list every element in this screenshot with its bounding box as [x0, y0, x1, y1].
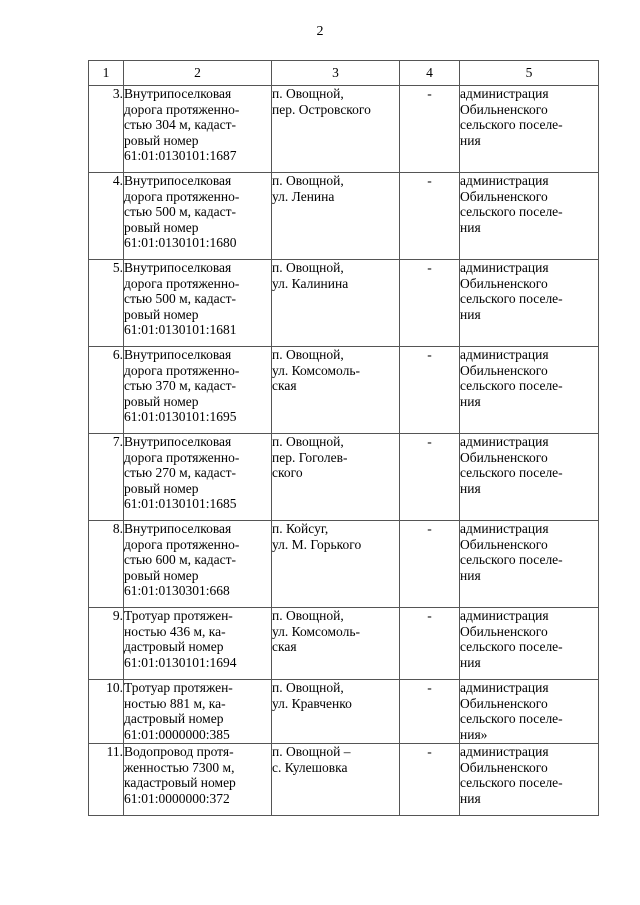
table-row: [89, 744, 599, 816]
object-address-line: п. Овощной,: [272, 680, 344, 695]
object-description-line: Тротуар протяжен-: [124, 680, 233, 695]
object-address-line: ул. Комсомоль-: [272, 362, 361, 378]
column-4-value: -: [400, 347, 460, 434]
object-description-line: дастровый номер: [124, 711, 224, 727]
object-description-line: 61:01:0130301:668: [124, 583, 230, 599]
object-description-line: стью 500 м, кадаст-: [124, 291, 237, 307]
object-description-line: ностью 436 м, ка-: [124, 623, 226, 639]
column-4-value: -: [400, 608, 460, 680]
table-row: [89, 434, 599, 521]
object-description-line: ровый номер: [124, 567, 199, 583]
object-description-line: Внутрипоселковая: [124, 434, 232, 449]
header-col-3: 3: [272, 61, 400, 86]
object-description-line: дорога протяженно-: [124, 536, 240, 552]
object-description-line: стью 600 м, кадаст-: [124, 552, 237, 568]
holder-organization: [460, 680, 599, 744]
holder-organization-line: сельского поселе-: [460, 775, 563, 791]
object-address-line: ул. Ленина: [272, 188, 335, 204]
object-description-line: Внутрипоселковая: [124, 347, 232, 362]
object-description-line: 61:01:0130101:1685: [124, 496, 237, 512]
object-address: [272, 744, 400, 816]
column-4-value: -: [400, 744, 460, 816]
holder-organization-line: администрация: [460, 608, 549, 623]
object-address: [272, 86, 400, 173]
header-col-4: 4: [400, 61, 460, 86]
object-address-line: пер. Гоголев-: [272, 449, 348, 465]
holder-organization-line: Обильненского: [460, 101, 548, 117]
object-description-line: ровый номер: [124, 132, 199, 148]
object-description-line: Внутрипоселковая: [124, 173, 232, 188]
holder-organization-line: ния: [460, 393, 481, 409]
holder-organization-line: сельского поселе-: [460, 117, 563, 133]
object-address: [272, 521, 400, 608]
holder-organization-line: ния»: [460, 726, 488, 742]
object-description-line: 61:01:0130101:1687: [124, 148, 237, 164]
object-description: [124, 434, 272, 521]
holder-organization: [460, 173, 599, 260]
table-header-row: [89, 61, 599, 86]
object-description-line: Тротуар протяжен-: [124, 608, 233, 623]
holder-organization-line: администрация: [460, 173, 549, 188]
object-description: [124, 521, 272, 608]
object-address-line: п. Койсуг,: [272, 521, 329, 536]
row-number: 6.: [89, 347, 124, 434]
holder-organization-line: администрация: [460, 434, 549, 449]
object-description-line: стью 304 м, кадаст-: [124, 117, 237, 133]
object-description-line: дорога протяженно-: [124, 188, 240, 204]
object-description-line: ровый номер: [124, 306, 199, 322]
object-description-line: 61:01:0130101:1695: [124, 409, 237, 425]
holder-organization-line: сельского поселе-: [460, 639, 563, 655]
table-row: [89, 608, 599, 680]
row-number: 10.: [89, 680, 124, 744]
object-description-line: 61:01:0130101:1681: [124, 322, 237, 338]
object-description-line: ровый номер: [124, 219, 199, 235]
holder-organization-line: сельского поселе-: [460, 711, 563, 727]
holder-organization-line: сельского поселе-: [460, 552, 563, 568]
object-address-line: п. Овощной,: [272, 347, 344, 362]
page-number: 2: [316, 24, 324, 39]
object-description-line: стью 370 м, кадаст-: [124, 378, 237, 394]
object-address: [272, 347, 400, 434]
holder-organization-line: сельского поселе-: [460, 291, 563, 307]
object-description: [124, 86, 272, 173]
object-address: [272, 173, 400, 260]
object-description-line: кадастровый номер: [124, 775, 236, 791]
holder-organization-line: Обильненского: [460, 362, 548, 378]
table-row: [89, 86, 599, 173]
table-row: [89, 173, 599, 260]
object-description-line: дорога протяженно-: [124, 275, 240, 291]
column-4-value: -: [400, 434, 460, 521]
holder-organization-line: ния: [460, 219, 481, 235]
row-number: 7.: [89, 434, 124, 521]
object-address-line: ул. Кравченко: [272, 695, 352, 711]
object-description-line: дастровый номер: [124, 639, 224, 655]
holder-organization-line: ния: [460, 306, 481, 322]
object-description-line: 61:01:0000000:385: [124, 726, 230, 742]
object-description: [124, 680, 272, 744]
object-description-line: дорога протяженно-: [124, 101, 240, 117]
holder-organization-line: ния: [460, 567, 481, 583]
object-description-line: женностью 7300 м,: [124, 759, 235, 775]
object-address-line: ул. Калинина: [272, 275, 349, 291]
holder-organization-line: ния: [460, 790, 481, 806]
holder-organization-line: администрация: [460, 86, 549, 101]
header-col-5: 5: [460, 61, 599, 86]
header-col-2: 2: [124, 61, 272, 86]
object-description-line: дорога протяженно-: [124, 449, 240, 465]
object-description: [124, 260, 272, 347]
object-description-line: стью 270 м, кадаст-: [124, 465, 237, 481]
holder-organization: [460, 521, 599, 608]
object-description: [124, 347, 272, 434]
object-address-line: п. Овощной,: [272, 434, 344, 449]
table-row: [89, 260, 599, 347]
holder-organization-line: сельского поселе-: [460, 378, 563, 394]
object-address: [272, 260, 400, 347]
object-description-line: Внутрипоселковая: [124, 86, 232, 101]
header-col-1: 1: [89, 61, 124, 86]
property-table: [88, 60, 599, 816]
object-description: [124, 173, 272, 260]
row-number: 5.: [89, 260, 124, 347]
table-body: [89, 86, 599, 816]
holder-organization-line: ния: [460, 654, 481, 670]
object-address-line: ского: [272, 465, 303, 481]
object-description-line: ровый номер: [124, 393, 199, 409]
holder-organization-line: администрация: [460, 521, 549, 536]
object-address-line: ская: [272, 378, 297, 394]
object-description-line: стью 500 м, кадаст-: [124, 204, 237, 220]
row-number: 4.: [89, 173, 124, 260]
holder-organization: [460, 434, 599, 521]
object-address: [272, 608, 400, 680]
row-number: 3.: [89, 86, 124, 173]
object-description-line: 61:01:0130101:1694: [124, 654, 237, 670]
object-address-line: с. Кулешовка: [272, 759, 348, 775]
row-number: 8.: [89, 521, 124, 608]
holder-organization-line: Обильненского: [460, 695, 548, 711]
holder-organization: [460, 744, 599, 816]
table-row: [89, 680, 599, 744]
holder-organization-line: Обильненского: [460, 188, 548, 204]
object-address-line: п. Овощной,: [272, 86, 344, 101]
object-description-line: ностью 881 м, ка-: [124, 695, 226, 711]
object-address-line: ул. Комсомоль-: [272, 623, 361, 639]
column-4-value: -: [400, 173, 460, 260]
holder-organization-line: Обильненского: [460, 449, 548, 465]
holder-organization-line: ния: [460, 480, 481, 496]
column-4-value: -: [400, 521, 460, 608]
object-description-line: дорога протяженно-: [124, 362, 240, 378]
object-description-line: ровый номер: [124, 480, 199, 496]
object-description-line: 61:01:0000000:372: [124, 790, 230, 806]
object-address-line: пер. Островского: [272, 101, 371, 117]
table-row: [89, 521, 599, 608]
object-description: [124, 608, 272, 680]
object-address-line: ская: [272, 639, 297, 655]
holder-organization-line: сельского поселе-: [460, 204, 563, 220]
holder-organization-line: сельского поселе-: [460, 465, 563, 481]
object-address-line: ул. М. Горького: [272, 536, 362, 552]
column-4-value: -: [400, 260, 460, 347]
column-4-value: -: [400, 86, 460, 173]
holder-organization: [460, 260, 599, 347]
row-number: 11.: [89, 744, 124, 816]
object-address-line: п. Овощной,: [272, 260, 344, 275]
holder-organization-line: администрация: [460, 744, 549, 759]
column-4-value: -: [400, 680, 460, 744]
object-description-line: 61:01:0130101:1680: [124, 235, 237, 251]
object-address-line: п. Овощной –: [272, 744, 351, 759]
holder-organization-line: Обильненского: [460, 536, 548, 552]
object-description-line: Внутрипоселковая: [124, 260, 232, 275]
row-number: 9.: [89, 608, 124, 680]
holder-organization-line: администрация: [460, 260, 549, 275]
object-address-line: п. Овощной,: [272, 173, 344, 188]
holder-organization-line: Обильненского: [460, 759, 548, 775]
object-address: [272, 434, 400, 521]
holder-organization-line: Обильненского: [460, 275, 548, 291]
object-address-line: п. Овощной,: [272, 608, 344, 623]
table-row: [89, 347, 599, 434]
holder-organization-line: Обильненского: [460, 623, 548, 639]
holder-organization: [460, 608, 599, 680]
holder-organization-line: администрация: [460, 347, 549, 362]
holder-organization-line: ния: [460, 132, 481, 148]
object-description: [124, 744, 272, 816]
holder-organization: [460, 347, 599, 434]
holder-organization: [460, 86, 599, 173]
object-address: [272, 680, 400, 744]
holder-organization-line: администрация: [460, 680, 549, 695]
object-description-line: Внутрипоселковая: [124, 521, 232, 536]
object-description-line: Водопровод протя-: [124, 744, 234, 759]
